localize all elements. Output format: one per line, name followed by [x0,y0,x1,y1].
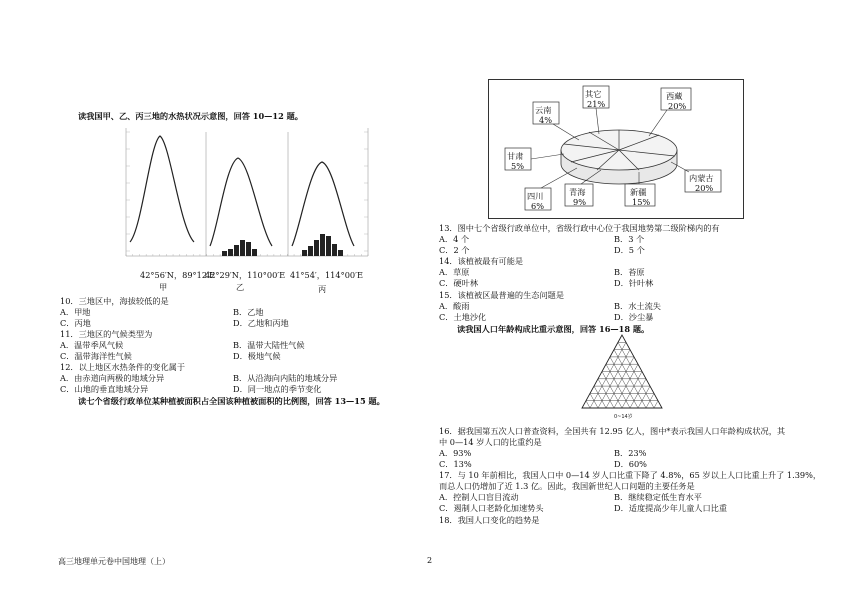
q13-option-a: A．4 个 [439,234,470,244]
q13-stem: 13．图中七个省级行政单位中，省级行政中心位于我国地势第二级阶梯内的有 [439,223,720,233]
pie-value-yunnan: 4% [539,115,552,125]
coord-yi: 42°29′N，110°00′E [205,270,286,280]
page-number: 2 [427,556,433,565]
q16-option-a: A．93% [439,448,472,458]
intro-16-18: 读我国人口年龄构成比重示意图，回答 16—18 题。 [457,324,650,334]
coord-jia: 42°56′N，89°12′E [140,270,215,280]
q13-option-c: C．2 个 [439,245,470,255]
pie-value-inner-mongolia: 20% [695,183,714,193]
q17-option-d: D．适度提高少年儿童人口比重 [614,503,728,513]
q11-stem: 11．三地区的气候类型为 [60,329,153,339]
pie-label-qinghai: 青海 [569,187,586,197]
q15-option-c: C．土地沙化 [439,312,487,322]
q11-option-c: C．温带海洋性气候 [60,351,132,361]
q11-option-b: B．温带大陆性气候 [233,340,305,350]
q11-option-d: D．极地气候 [233,351,281,361]
q16-option-b: B．23% [614,448,647,458]
precip-bars-yi [222,240,257,256]
q17-option-c: C．遏制人口老龄化加速势头 [439,503,544,513]
q17-stem-line2: 而总人口仍增加了近 1.3 亿。因此，我国新世纪人口问题的主要任务是 [439,481,695,491]
footer-title: 高三地理单元卷中国地理（上） [58,557,170,566]
temp-curve-bing [292,162,354,246]
q16-stem-line1: 16．据我国第五次人口普查资料，全国共有 12.95 亿人，图中*表示我国人口年龄构成状况，其 [439,426,786,436]
q14-option-a: A．草原 [439,267,470,277]
temp-curve-yi [210,158,272,246]
label-bing: 丙 [318,284,327,294]
pie-value-xinjiang: 15% [632,197,651,207]
pie-value-qinghai: 9% [573,197,586,207]
pie-label-sichuan: 四川 [527,191,544,201]
pie-figure [488,79,744,219]
q10-option-a: A．甲地 [60,307,91,317]
pie-value-other: 21% [587,99,606,109]
climate-chart [122,118,372,268]
pie-label-tibet: 西藏 [666,91,683,101]
pie-label-other: 其它 [585,89,602,99]
intro-13-15: 读七个省级行政单位某种植被面积占全国该种植被面积的比例图，回答 13—15 题。 [78,396,385,406]
q16-stem-line2: 中 0—14 岁人口的比重约是 [439,437,542,447]
q18-stem: 18．我国人口变化的趋势是 [439,515,540,525]
pie-label-xinjiang: 新疆 [630,187,647,197]
q16-option-c: C．13% [439,459,472,469]
pie-value-tibet: 20% [668,101,687,111]
pie-label-gansu: 甘肃 [507,151,524,161]
q10-option-b: B．乙地 [233,307,264,317]
q14-option-b: B．苔原 [614,267,645,277]
temp-curve-jia [130,136,194,242]
q15-option-b: B．水土流失 [614,301,661,311]
q12-option-c: C．山地的垂直地域分异 [60,384,149,394]
q10-option-d: D．乙地和丙地 [233,318,289,328]
q12-option-b: B．从沿海向内陆的地域分异 [233,373,338,383]
pie-value-gansu: 5% [511,161,524,171]
pie-label-inner-mongolia: 内蒙古 [689,173,714,183]
q17-option-a: A．控制人口盲目流动 [439,492,519,502]
q14-option-d: D．针叶林 [614,278,654,288]
q10-stem: 10．三地区中，海拔较低的是 [60,296,169,306]
pie-value-sichuan: 6% [531,201,544,211]
q15-stem: 15．该植被区最普遍的生态问题是 [439,290,565,300]
precip-bars-bing [302,234,343,256]
q13-option-b: B．3 个 [614,234,645,244]
q17-option-b: B．继续稳定低生育水平 [614,492,702,502]
q15-option-a: A．酸雨 [439,301,470,311]
q13-option-d: D．5 个 [614,245,645,255]
q14-stem: 14．该植被最有可能是 [439,256,524,266]
q12-option-d: D．同一地点的季节变化 [233,384,322,394]
q10-option-c: C．丙地 [60,318,91,328]
label-yi: 乙 [236,282,245,292]
q17-stem-line1: 17．与 10 年前相比，我国人口中 0—14 岁人口比重下降了 4.8%，65 岁以上人口比重上升了 1.39%， [439,470,822,480]
q11-option-a: A．温带季风气候 [60,340,124,350]
svg-text:0~14岁: 0~14岁 [614,414,633,420]
q15-option-d: D．沙尘暴 [614,312,654,322]
q12-option-a: A．由赤道向两极的地域分异 [60,373,165,383]
q16-option-d: D．60% [614,459,647,469]
intro-10-12: 读我国甲、乙、丙三地的水热状况示意图，回答 10—12 题。 [78,111,303,121]
ternary-diagram [574,330,670,420]
q14-option-c: C．硬叶林 [439,278,479,288]
q12-stem: 12．以上地区水热条件的变化属于 [60,362,186,372]
pie-label-yunnan: 云南 [535,105,552,115]
label-jia: 甲 [159,282,168,292]
coord-bing: 41°54′，114°00′E [290,270,363,280]
